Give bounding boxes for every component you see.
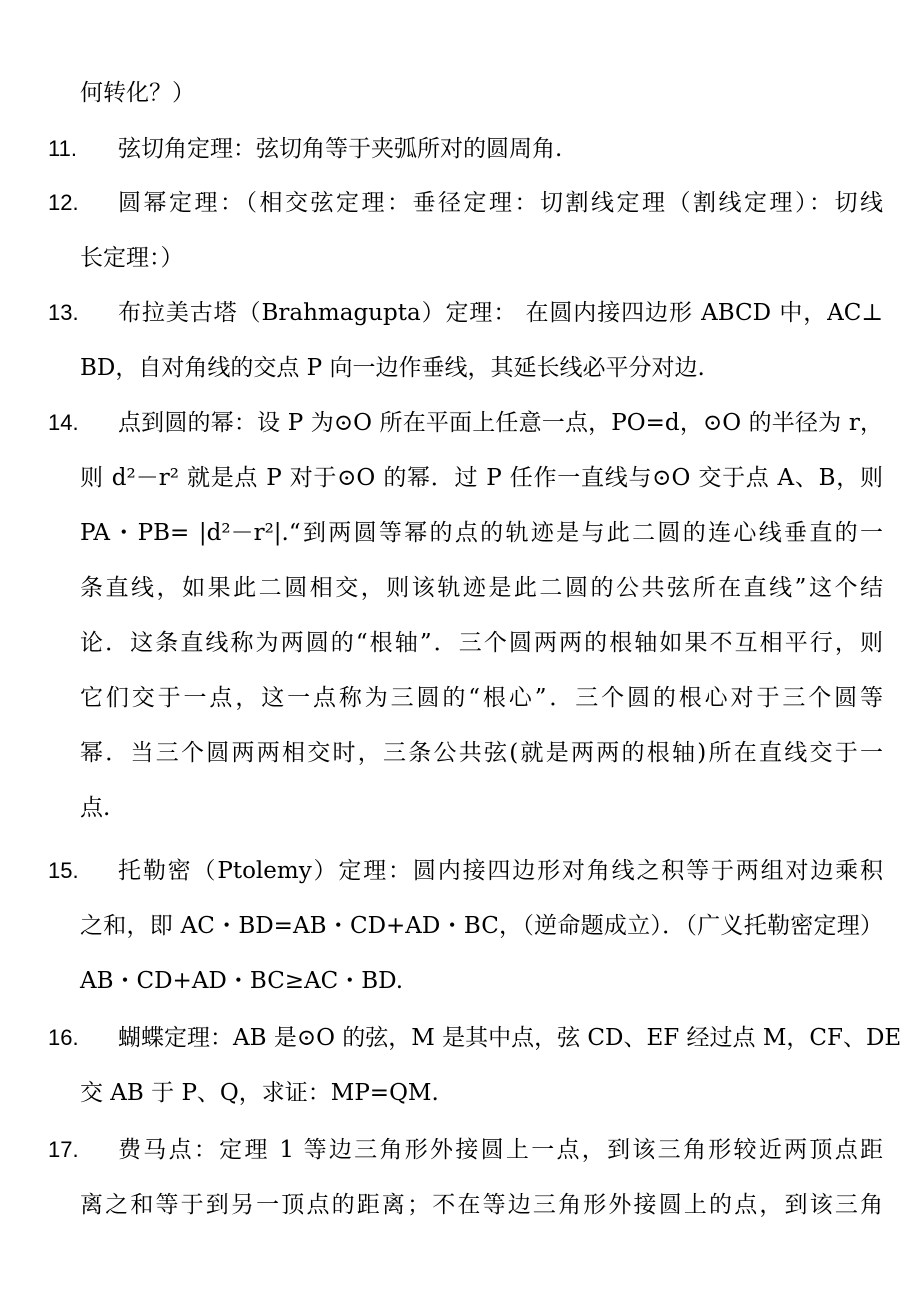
item-number-13: 13. — [48, 300, 79, 325]
item-14-line-5: 论．这条直线称为两圆的“根轴”．三个圆两两的根轴如果不互相平行，则 — [80, 630, 883, 656]
item-16-line-2: 交 AB 于 P、Q，求证：MP=QM. — [80, 1080, 439, 1106]
item-17-line-1: 费马点：定理 1 等边三角形外接圆上一点，到该三角形较近两顶点距 — [118, 1137, 883, 1163]
item-12-line-2: 长定理：） — [80, 245, 184, 271]
item-number-14: 14. — [48, 410, 79, 435]
item-number-17: 17. — [48, 1137, 79, 1162]
continuation-text: 何转化？） — [80, 80, 195, 106]
item-number-16: 16. — [48, 1025, 79, 1050]
item-17-line-2: 离之和等于到另一顶点的距离；不在等边三角形外接圆上的点，到该三角 — [80, 1192, 883, 1218]
item-14-line-3: PA・PB= |d²－r²|.“到两圆等幂的点的轨迹是与此二圆的连心线垂直的一 — [80, 520, 883, 546]
item-14-line-7: 幂．当三个圆两两相交时，三条公共弦(就是两两的根轴)所在直线交于一 — [80, 740, 883, 766]
item-14-line-4: 条直线，如果此二圆相交，则该轨迹是此二圆的公共弦所在直线”这个结 — [80, 575, 883, 601]
item-14-line-2: 则 d²－r² 就是点 P 对于⊙O 的幂．过 P 任作一直线与⊙O 交于点 A、B，则 — [80, 465, 883, 491]
item-13-line-1: 布拉美古塔（Brahmagupta）定理： 在圆内接四边形 ABCD 中，AC⊥ — [118, 300, 883, 326]
item-number-12: 12. — [48, 190, 79, 215]
item-12-line-1: 圆幂定理：（相交弦定理：垂径定理：切割线定理（割线定理）：切线 — [118, 190, 883, 216]
item-number-11: 11. — [48, 136, 77, 161]
item-14-line-8: 点. — [80, 795, 111, 821]
item-13-line-2: BD，自对角线的交点 P 向一边作垂线，其延长线必平分对边. — [80, 355, 705, 381]
item-number-15: 15. — [48, 858, 79, 883]
item-16-line-1: 蝴蝶定理：AB 是⊙O 的弦，M 是其中点，弦 CD、EF 经过点 M，CF、DE — [118, 1025, 902, 1051]
item-14-line-1: 点到圆的幂：设 P 为⊙O 所在平面上任意一点，PO=d，⊙O 的半径为 r， — [118, 410, 883, 436]
item-14-line-6: 它们交于一点，这一点称为三圆的“根心”．三个圆的根心对于三个圆等 — [80, 685, 883, 711]
item-15-line-3: AB・CD+AD・BC≥AC・BD. — [80, 968, 404, 994]
item-15-line-1: 托勒密（Ptolemy）定理：圆内接四边形对角线之积等于两组对边乘积 — [118, 858, 883, 884]
item-15-line-2: 之和，即 AC・BD=AB・CD+AD・BC，（逆命题成立）．（广义托勒密定理） — [80, 913, 883, 939]
item-11-line-1: 弦切角定理：弦切角等于夹弧所对的圆周角. — [118, 136, 563, 162]
